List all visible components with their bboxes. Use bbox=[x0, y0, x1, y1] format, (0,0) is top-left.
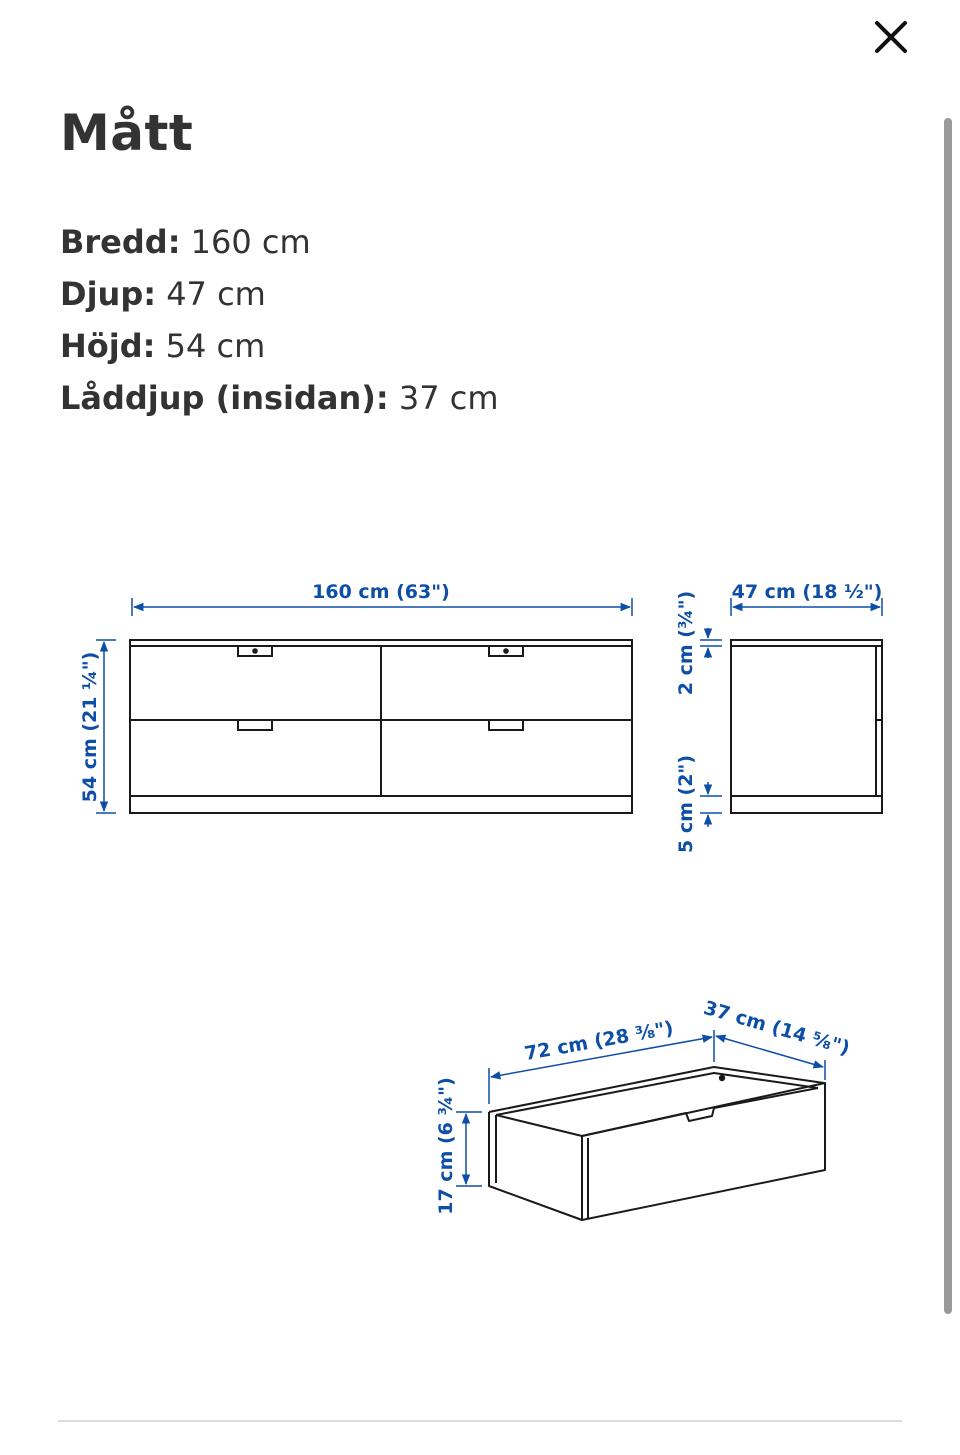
spec-value: 37 cm bbox=[398, 379, 499, 417]
drawer-view bbox=[489, 1067, 825, 1220]
spec-label: Djup: bbox=[60, 275, 157, 313]
spec-value: 54 cm bbox=[165, 327, 266, 365]
top-thickness-label: 2 cm (¾") bbox=[675, 590, 697, 696]
spec-label: Bredd: bbox=[60, 223, 181, 261]
drawer-height-dimension bbox=[435, 1077, 482, 1215]
drawer-height-label: 17 cm (6 ¾") bbox=[435, 1077, 457, 1215]
plinth-height-label: 5 cm (2") bbox=[675, 755, 697, 853]
divider bbox=[58, 1420, 902, 1422]
spec-value: 47 cm bbox=[166, 275, 266, 313]
side-depth-dimension bbox=[731, 581, 882, 616]
side-depth-label: 47 cm (18 ½") bbox=[731, 581, 883, 603]
drawer-length-dimension bbox=[489, 1017, 714, 1104]
spec-label: Låddjup (insidan): bbox=[60, 379, 389, 417]
front-width-label: 160 cm (63") bbox=[312, 581, 450, 603]
top-thickness-dimension bbox=[675, 591, 722, 695]
front-height-dimension bbox=[79, 640, 116, 813]
spec-value: 160 cm bbox=[190, 223, 311, 261]
side-view bbox=[731, 640, 882, 813]
plinth-height-dimension bbox=[675, 755, 722, 853]
front-height-label: 54 cm (21 ¼") bbox=[79, 651, 101, 803]
drawer-length-label: 72 cm (28 ⅜") bbox=[522, 1017, 676, 1066]
drawer-width-label: 37 cm (14 ⅝") bbox=[701, 996, 853, 1060]
front-view bbox=[130, 640, 632, 813]
page-title: Mått bbox=[60, 104, 194, 162]
front-width-dimension bbox=[132, 581, 632, 616]
scrollbar[interactable] bbox=[944, 118, 952, 1314]
spec-label: Höjd: bbox=[60, 327, 156, 365]
